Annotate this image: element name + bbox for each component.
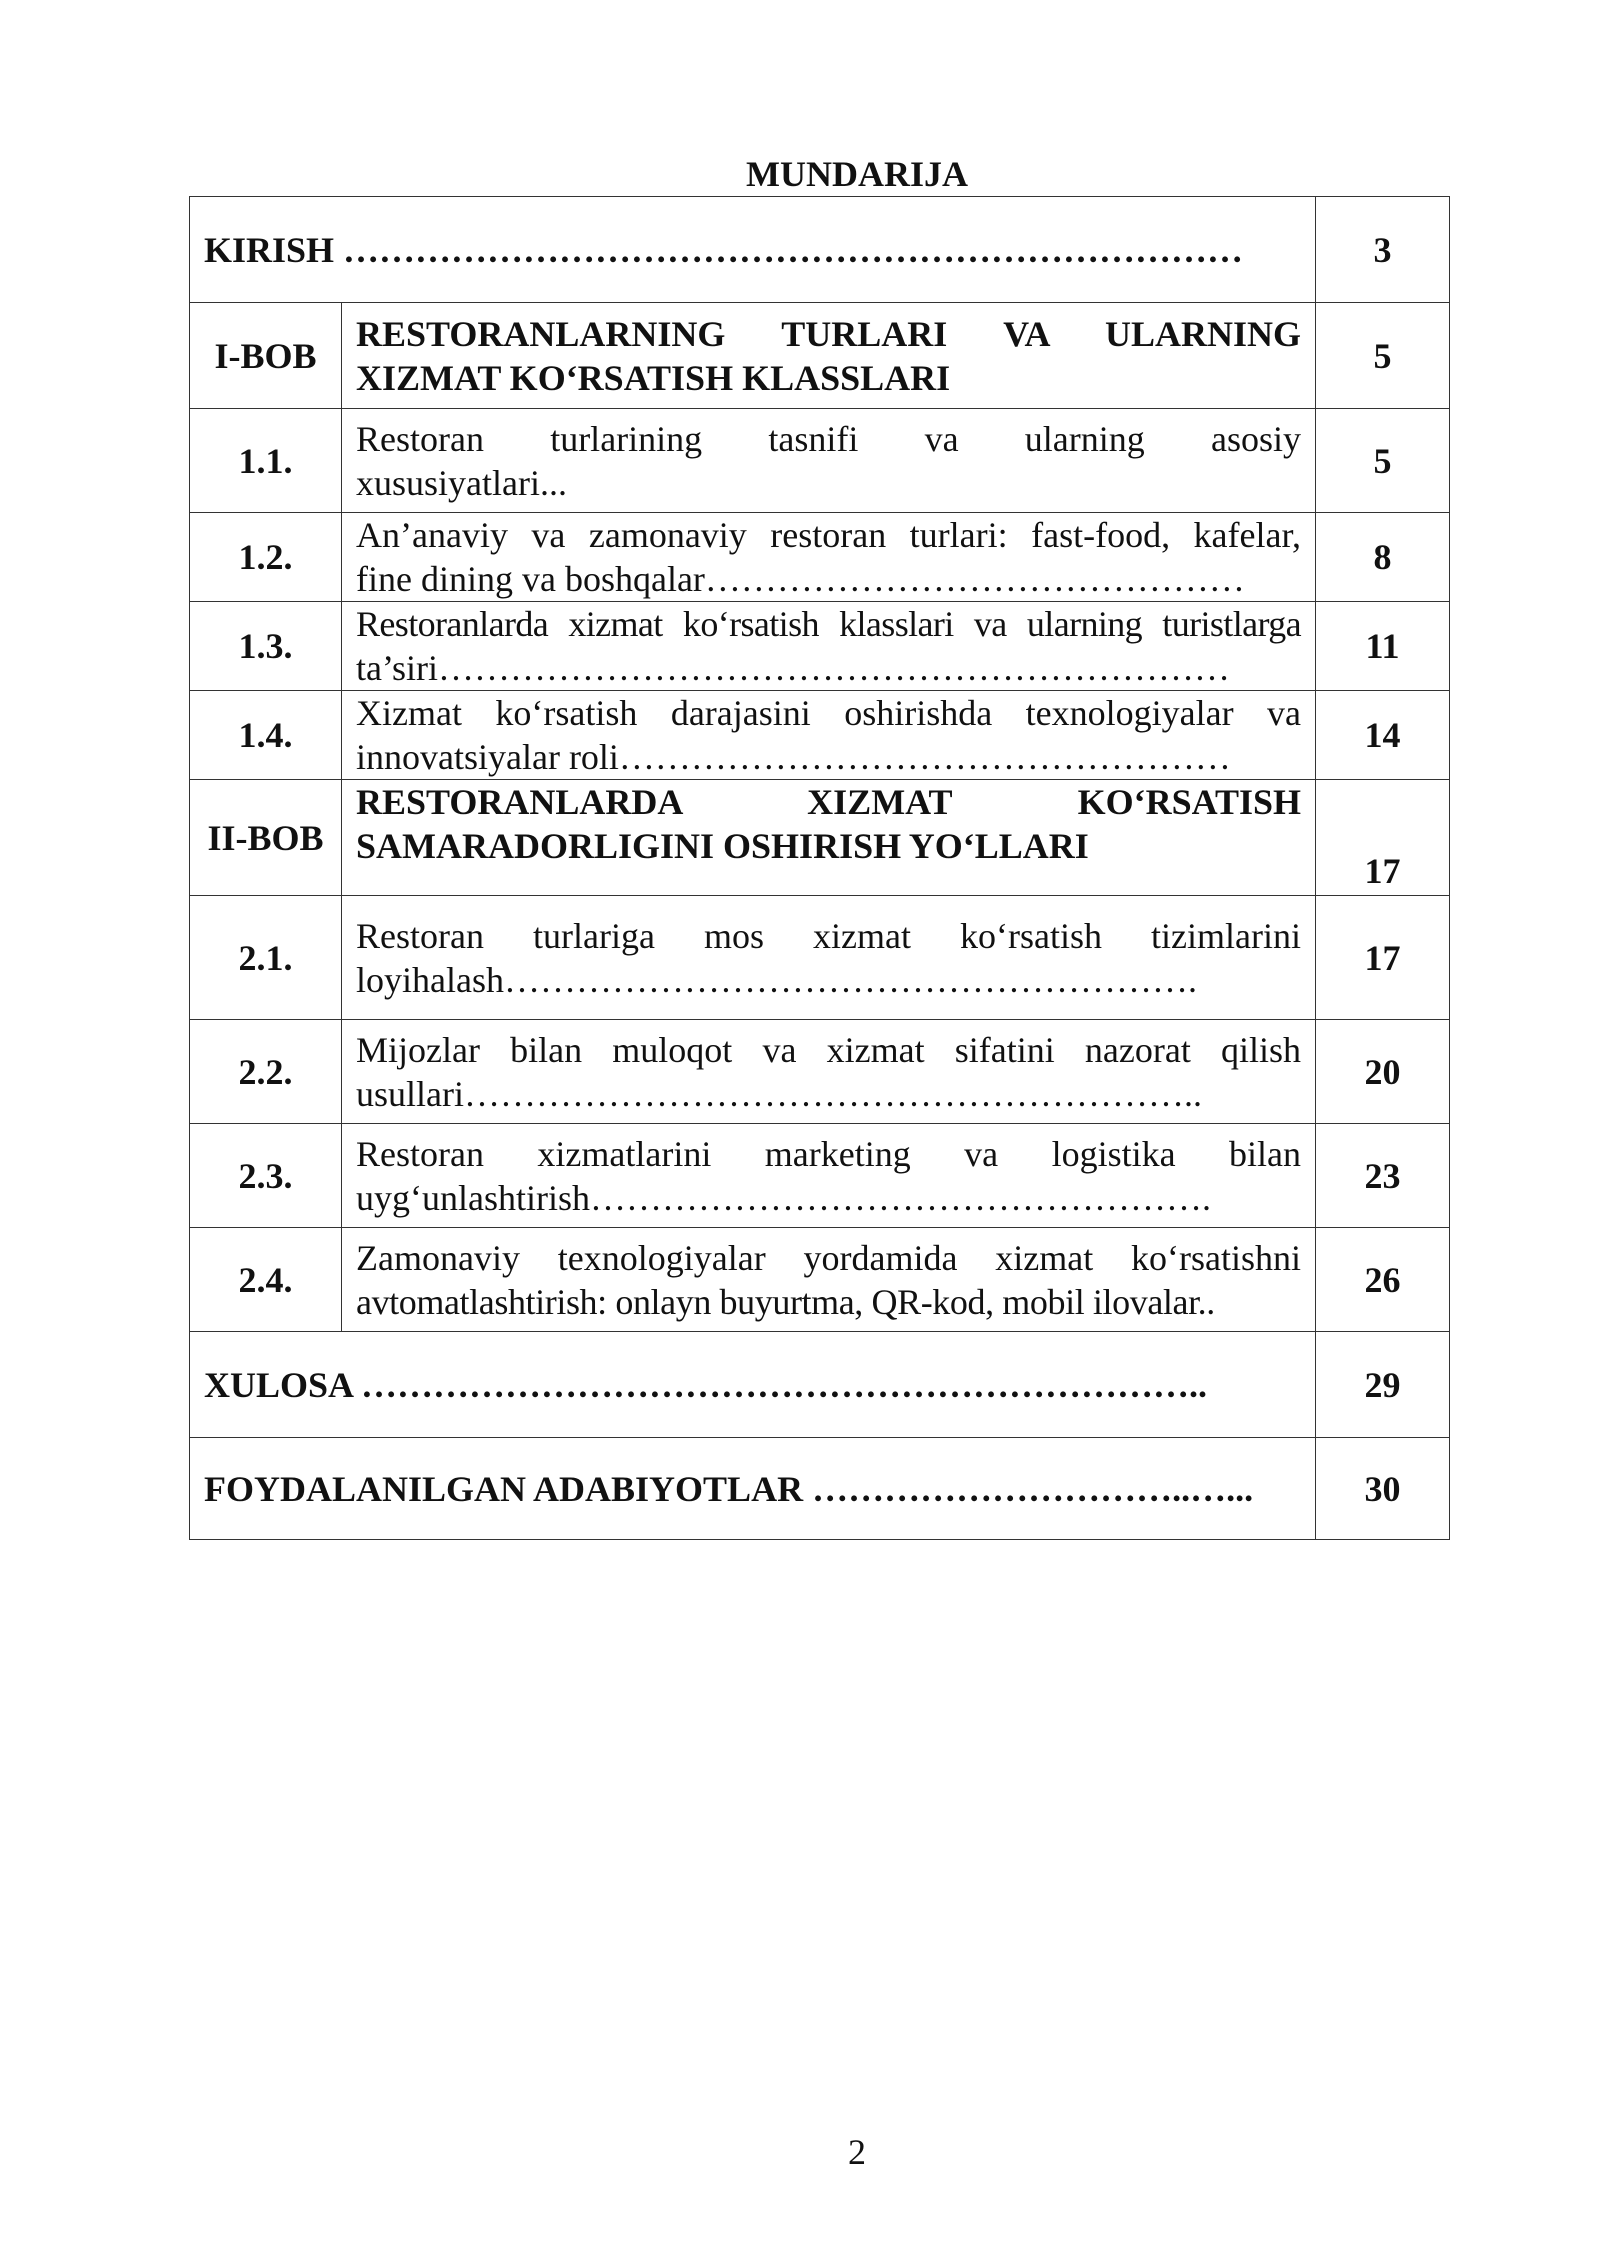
chapter-title xyxy=(342,780,1316,896)
toc-page-number: 14 xyxy=(1316,691,1450,780)
toc-page-number: 29 xyxy=(1316,1332,1450,1438)
toc-row-section xyxy=(190,896,1450,1020)
toc-row-section xyxy=(190,513,1450,602)
section-title-line: Restoran xizmatlarini marketing va logistika bilan xyxy=(356,1133,1302,1174)
toc-row-section xyxy=(190,1020,1450,1124)
section-number: 1.3. xyxy=(190,602,342,691)
toc-page-number: 8 xyxy=(1316,513,1450,602)
toc-row-intro xyxy=(190,197,1450,303)
section-title-line: Restoranlarda xizmat ko‘rsatish klasslari va ularning turistlarga xyxy=(356,604,1302,644)
toc-page-number: 11 xyxy=(1316,602,1450,691)
section-title-line: fine dining va boshqalar……………………………………… xyxy=(356,559,1245,599)
section-title-line: Zamonaviy texnologiyalar yordamida xizmat ko‘rsatishni xyxy=(356,1237,1302,1278)
section-title-line: avtomatlashtirish: onlayn buyurtma, QR-kod, mobil ilovalar.. xyxy=(356,1281,1215,1322)
section-number: 2.4. xyxy=(190,1228,342,1332)
toc-page-number: 5 xyxy=(1316,303,1450,409)
toc-entry-label: FOYDALANILGAN ADABIYOTLAR …………………………..…... xyxy=(190,1438,1316,1540)
toc-page-number: 5 xyxy=(1316,409,1450,513)
table-of-contents xyxy=(189,196,1450,1540)
chapter-title-line: RESTORANLARNING TURLARI VA ULARNING xyxy=(356,313,1302,354)
toc-row-chapter xyxy=(190,780,1450,896)
section-number: 1.2. xyxy=(190,513,342,602)
section-title xyxy=(342,691,1316,780)
section-title xyxy=(342,409,1316,513)
toc-page-number: 20 xyxy=(1316,1020,1450,1124)
section-title-line: An’anaviy va zamonaviy restoran turlari: fast-food, kafelar, xyxy=(356,515,1302,555)
section-title-line: xususiyatlari... xyxy=(356,462,567,503)
toc-row-chapter xyxy=(190,303,1450,409)
toc-page-number: 26 xyxy=(1316,1228,1450,1332)
section-title-line: Mijozlar bilan muloqot va xizmat sifatini nazorat qilish xyxy=(356,1029,1302,1070)
toc-row-section xyxy=(190,1124,1450,1228)
section-title xyxy=(342,1020,1316,1124)
page-title: MUNDARIJA xyxy=(746,154,968,194)
chapter-number: II-BOB xyxy=(190,780,342,896)
section-title xyxy=(342,896,1316,1020)
toc-entry-label: KIRISH ………………………………………………………………… xyxy=(190,197,1316,303)
section-number: 1.1. xyxy=(190,409,342,513)
section-title-line: ta’siri………………………………………………………… xyxy=(356,648,1230,688)
chapter-title-line: RESTORANLARDA XIZMAT KO‘RSATISH xyxy=(356,782,1302,822)
toc-row-section xyxy=(190,691,1450,780)
section-number: 2.3. xyxy=(190,1124,342,1228)
toc-page-number: 17 xyxy=(1316,780,1450,896)
section-title xyxy=(342,1124,1316,1228)
section-title-line: innovatsiyalar roli…………………………………………… xyxy=(356,737,1231,777)
page-number: 2 xyxy=(848,2132,866,2172)
chapter-title-line: SAMARADORLIGINI OSHIRISH YO‘LLARI xyxy=(356,826,1089,866)
chapter-title-line: XIZMAT KO‘RSATISH KLASSLARI xyxy=(356,357,951,398)
section-title-line: uyg‘unlashtirish……………………………………………. xyxy=(356,1177,1211,1218)
toc-row-section xyxy=(190,409,1450,513)
toc-row-section xyxy=(190,602,1450,691)
toc-page-number: 3 xyxy=(1316,197,1450,303)
toc-page-number: 23 xyxy=(1316,1124,1450,1228)
toc-row-references xyxy=(190,1438,1450,1540)
section-number: 2.1. xyxy=(190,896,342,1020)
section-title-line: Restoran turlarining tasnifi va ularning asosiy xyxy=(356,418,1302,459)
section-title-line: Xizmat ko‘rsatish darajasini oshirishda texnologiyalar va xyxy=(356,693,1302,733)
toc-row-conclusion xyxy=(190,1332,1450,1438)
chapter-number: I-BOB xyxy=(190,303,342,409)
toc-page-number: 30 xyxy=(1316,1438,1450,1540)
chapter-title xyxy=(342,303,1316,409)
section-title-line: Restoran turlariga mos xizmat ko‘rsatish tizimlarini xyxy=(356,915,1302,956)
section-title-line: loyihalash…………………………………………………. xyxy=(356,959,1197,1000)
toc-entry-label: XULOSA …………………………………………………………….. xyxy=(190,1332,1316,1438)
section-number: 2.2. xyxy=(190,1020,342,1124)
section-number: 1.4. xyxy=(190,691,342,780)
toc-page-number: 17 xyxy=(1316,896,1450,1020)
section-title xyxy=(342,513,1316,602)
section-title xyxy=(342,1228,1316,1332)
toc-row-section xyxy=(190,1228,1450,1332)
section-title xyxy=(342,602,1316,691)
section-title-line: usullari…………………………………………………….. xyxy=(356,1073,1202,1114)
